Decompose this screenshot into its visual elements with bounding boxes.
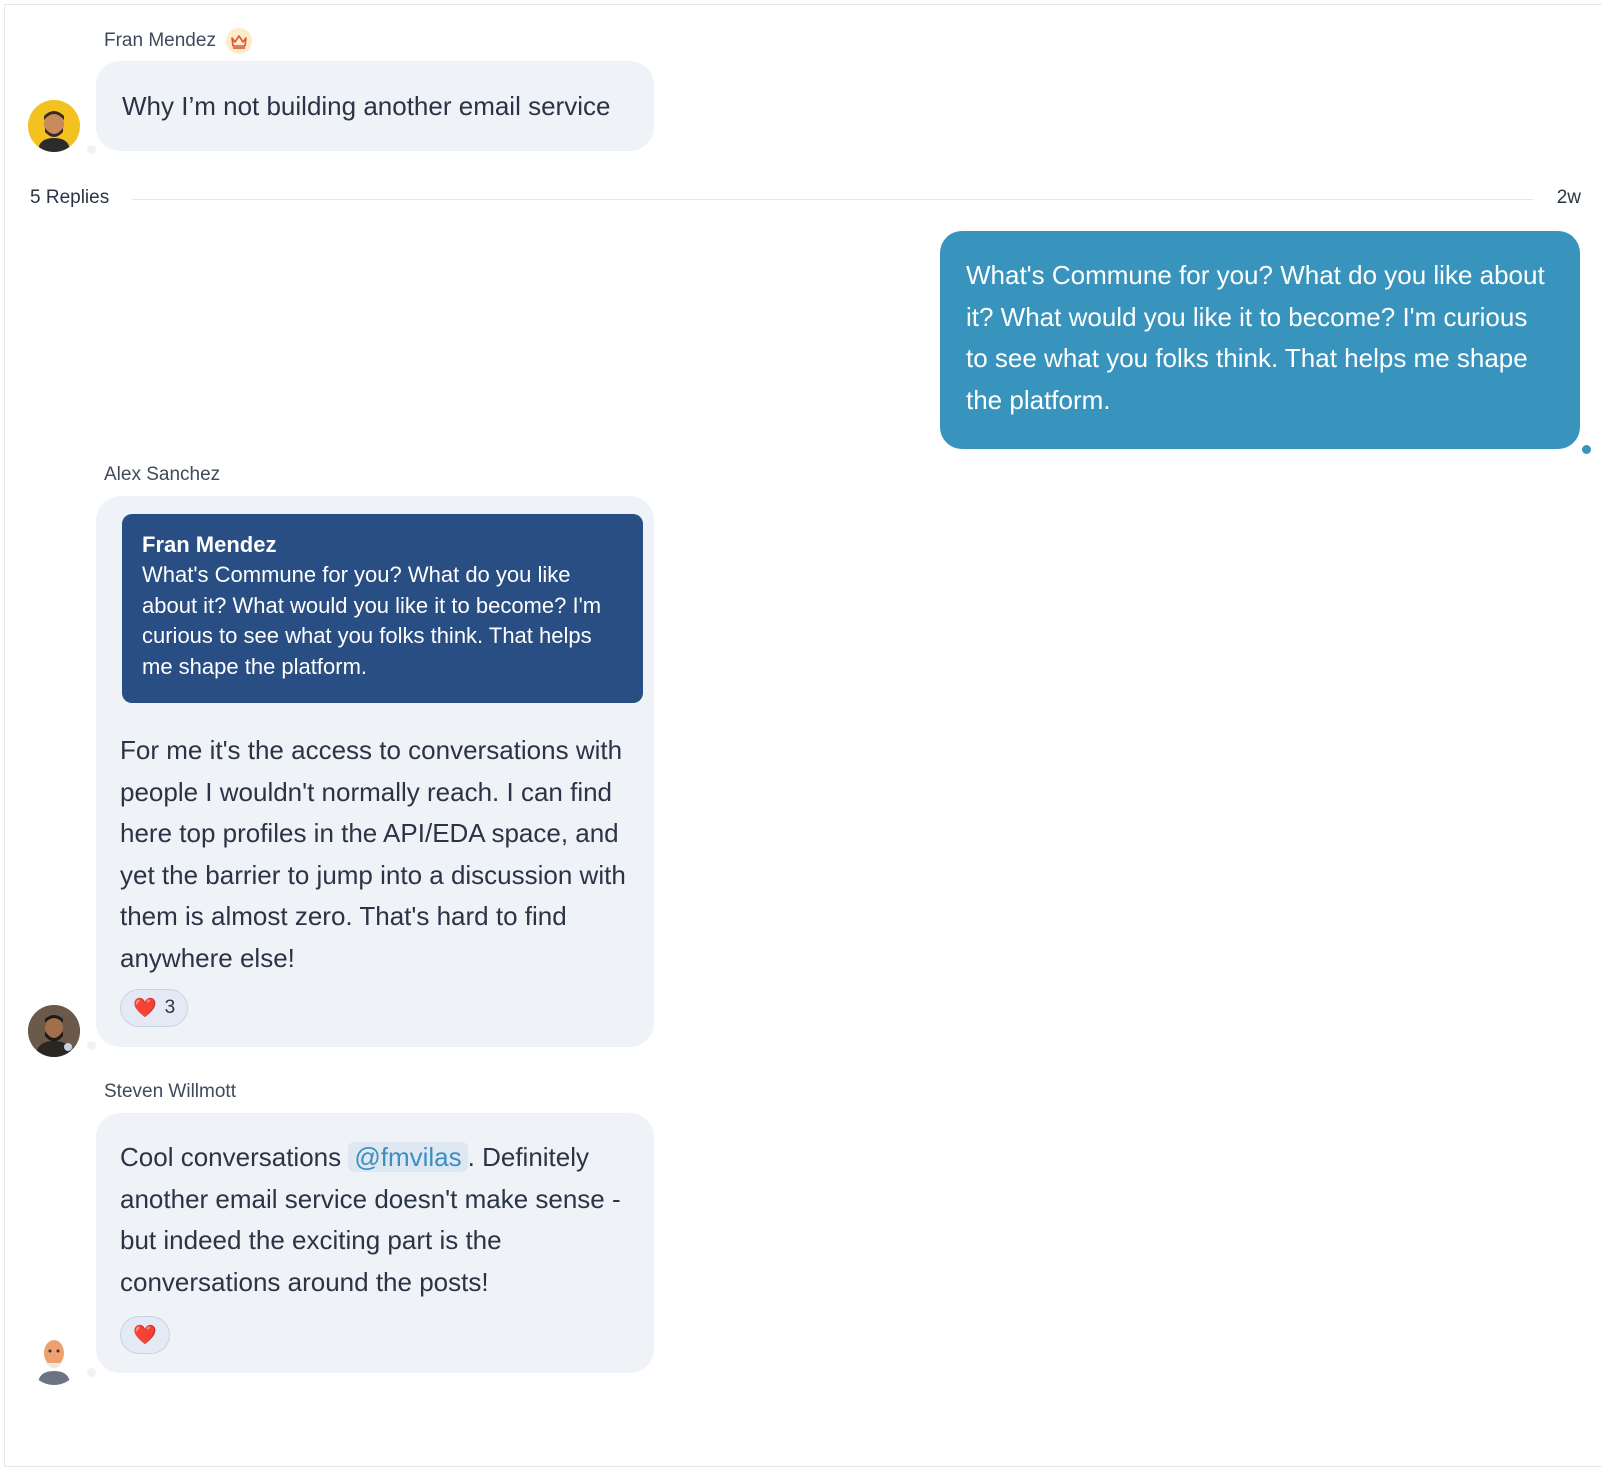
bubble-tail [87,1368,96,1377]
reply-text [120,1137,636,1303]
reaction-count: 3 [164,997,176,1018]
reply-bubble-alex[interactable] [96,496,654,1047]
avatar-alex-sanchez-image [28,1005,80,1057]
heart-icon: ❤️ [133,998,157,1019]
avatar-fran-mendez[interactable] [28,100,80,152]
thread-age: 2w [1556,187,1581,208]
crown-icon-svg [230,33,248,49]
replies-divider [30,184,1581,214]
own-message-text: What's Commune for you? What do you like about it? What would you like it to become? I'm curious to see what you folks think. That helps me shape the platform. [966,260,1545,415]
reply-author-name[interactable]: Alex Sanchez [104,464,221,485]
reply-text-start: Cool conversations [120,1142,349,1172]
bubble-tail [87,1041,96,1050]
avatar-steven-willmott[interactable] [28,1333,80,1385]
reply-text-end: . Definitely another email service doesn't make sense - but indeed the exciting part is the conversations around the posts! [120,1142,621,1297]
reply-author-name[interactable]: Steven Willmott [104,1081,236,1102]
reaction-button[interactable] [120,989,188,1027]
avatar-alex-sanchez[interactable] [28,1005,80,1057]
original-post-text: Why I’m not building another email service [122,91,611,121]
own-message-bubble[interactable] [940,231,1580,449]
crown-icon [226,28,252,54]
quoted-message[interactable] [122,514,643,703]
avatar-fran-mendez-image [28,100,80,152]
quoted-author: Fran Mendez [142,532,277,557]
post-author-name[interactable]: Fran Mendez [104,30,216,51]
reply-bubble-steven[interactable] [96,1113,654,1373]
original-post-bubble[interactable] [96,61,654,151]
bubble-tail [1582,445,1591,454]
replies-count: 5 Replies [30,187,110,208]
avatar-steven-willmott-image [28,1333,80,1385]
reaction-button[interactable] [120,1316,170,1354]
divider-line [132,199,1533,200]
user-mention-link[interactable]: @fmvilas [348,1142,467,1172]
reply-text: For me it's the access to conversations with people I wouldn't normally reach. I can find here top profiles in the API/EDA space, and yet the barrier to jump into a discussion with them is almost zero. That's hard to find anywhere else! [120,735,626,973]
quoted-text: What's Commune for you? What do you like about it? What would you like it to become? I'm curious to see what you folks think. That helps me shape the platform. [142,562,602,679]
heart-icon: ❤️ [133,1325,157,1346]
bubble-tail [87,145,96,154]
